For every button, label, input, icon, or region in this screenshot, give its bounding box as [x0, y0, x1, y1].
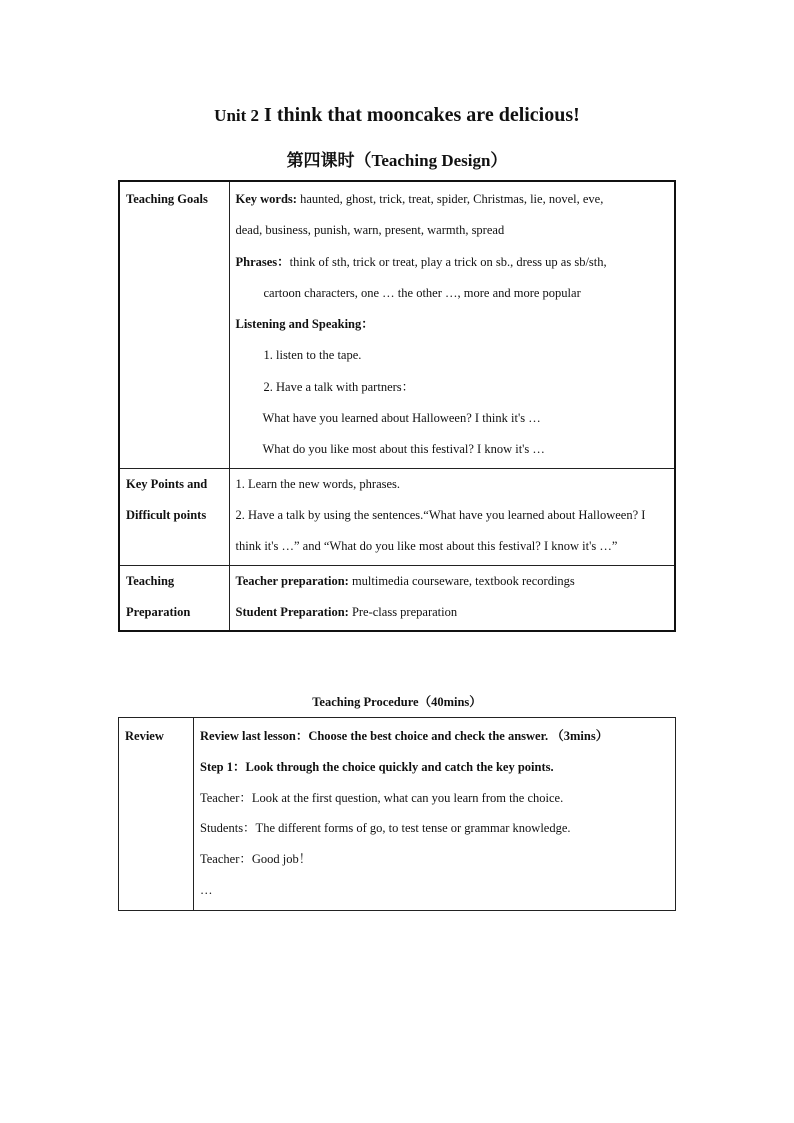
procedure-title: Teaching Procedure（40mins）: [312, 695, 482, 709]
key-words-line-1: [236, 184, 669, 215]
phrases-line-2: cartoon characters, one … the other …, more and more popular: [263, 285, 581, 300]
preparation-content: [229, 565, 675, 631]
key-points-row: [119, 468, 675, 565]
preparation-label-2: Preparation: [126, 604, 191, 619]
review-teacher-praise: Teacher：Good job！: [200, 852, 312, 867]
key-point-2: 2. Have a talk by using the sentences.“What have you learned about Halloween? I think it's …” and “What do you like most about this festival? I know it's …”: [235, 507, 646, 554]
teacher-preparation-text: multimedia courseware, textbook recordings: [348, 573, 575, 588]
review-label: Review: [125, 729, 164, 743]
student-preparation-label: Student Preparation:: [235, 604, 349, 619]
teaching-design-table: [118, 180, 676, 632]
teaching-goals-row: [119, 181, 675, 468]
key-words-label: Key words:: [235, 192, 297, 206]
listening-item-2: 2. Have a talk with partners：: [263, 379, 415, 394]
row-label-cell: [119, 565, 229, 631]
sample-question-2: What do you like most about this festival? I know it's …: [262, 442, 545, 457]
preparation-row: [119, 565, 675, 631]
review-content: [194, 718, 676, 911]
teaching-procedure-table: [118, 717, 676, 911]
key-point-1: 1. Learn the new words, phrases.: [235, 476, 401, 491]
preparation-label-1: Teaching: [126, 573, 175, 588]
student-preparation-line: [236, 597, 669, 628]
student-preparation-text: Pre-class preparation: [348, 604, 458, 619]
teaching-goals-content: [229, 181, 675, 468]
row-label-cell: [119, 718, 194, 911]
review-step-1: Step 1：Look through the choice quickly and catch the key points.: [200, 759, 554, 774]
key-words-text: haunted, ghost, trick, treat, spider, Christmas, lie, novel, eve,: [296, 192, 604, 206]
unit-label: Unit 2: [214, 106, 260, 125]
phrases-label: Phrases：: [235, 254, 290, 269]
key-points-label-1: Key Points and: [126, 476, 208, 491]
key-words-line-2: dead, business, punish, warn, present, warmth, spread: [235, 223, 505, 238]
key-points-label-2: Difficult points: [126, 507, 207, 522]
review-students-line: Students：The different forms of go, to test tense or grammar knowledge.: [200, 821, 571, 836]
teacher-preparation-label: Teacher preparation:: [235, 573, 349, 588]
teaching-goals-label: Teaching Goals: [126, 192, 208, 206]
listening-item-1: 1. listen to the tape.: [263, 348, 362, 363]
phrases-text: think of sth, trick or treat, play a trick on sb., dress up as sb/sth,: [289, 254, 607, 269]
sample-question-1: What have you learned about Halloween? I think it's …: [262, 411, 541, 426]
key-points-content: [229, 468, 675, 565]
document-title: [0, 104, 794, 127]
teacher-preparation-line: [236, 566, 669, 597]
row-label-cell: [119, 181, 229, 468]
review-line-1: Review last lesson：Choose the best choice and check the answer. （3mins）: [200, 729, 609, 743]
title-text: I think that mooncakes are delicious!: [264, 104, 580, 126]
phrases-line-1: [236, 247, 669, 278]
row-label-cell: [119, 468, 229, 565]
document-subtitle: 第四课时（Teaching Design）: [286, 151, 508, 170]
listening-speaking-label: Listening and Speaking：: [235, 317, 374, 332]
review-teacher-line: Teacher：Look at the first question, what can you learn from the choice.: [200, 790, 564, 805]
review-ellipsis: …: [200, 882, 213, 897]
review-row: [119, 718, 676, 911]
